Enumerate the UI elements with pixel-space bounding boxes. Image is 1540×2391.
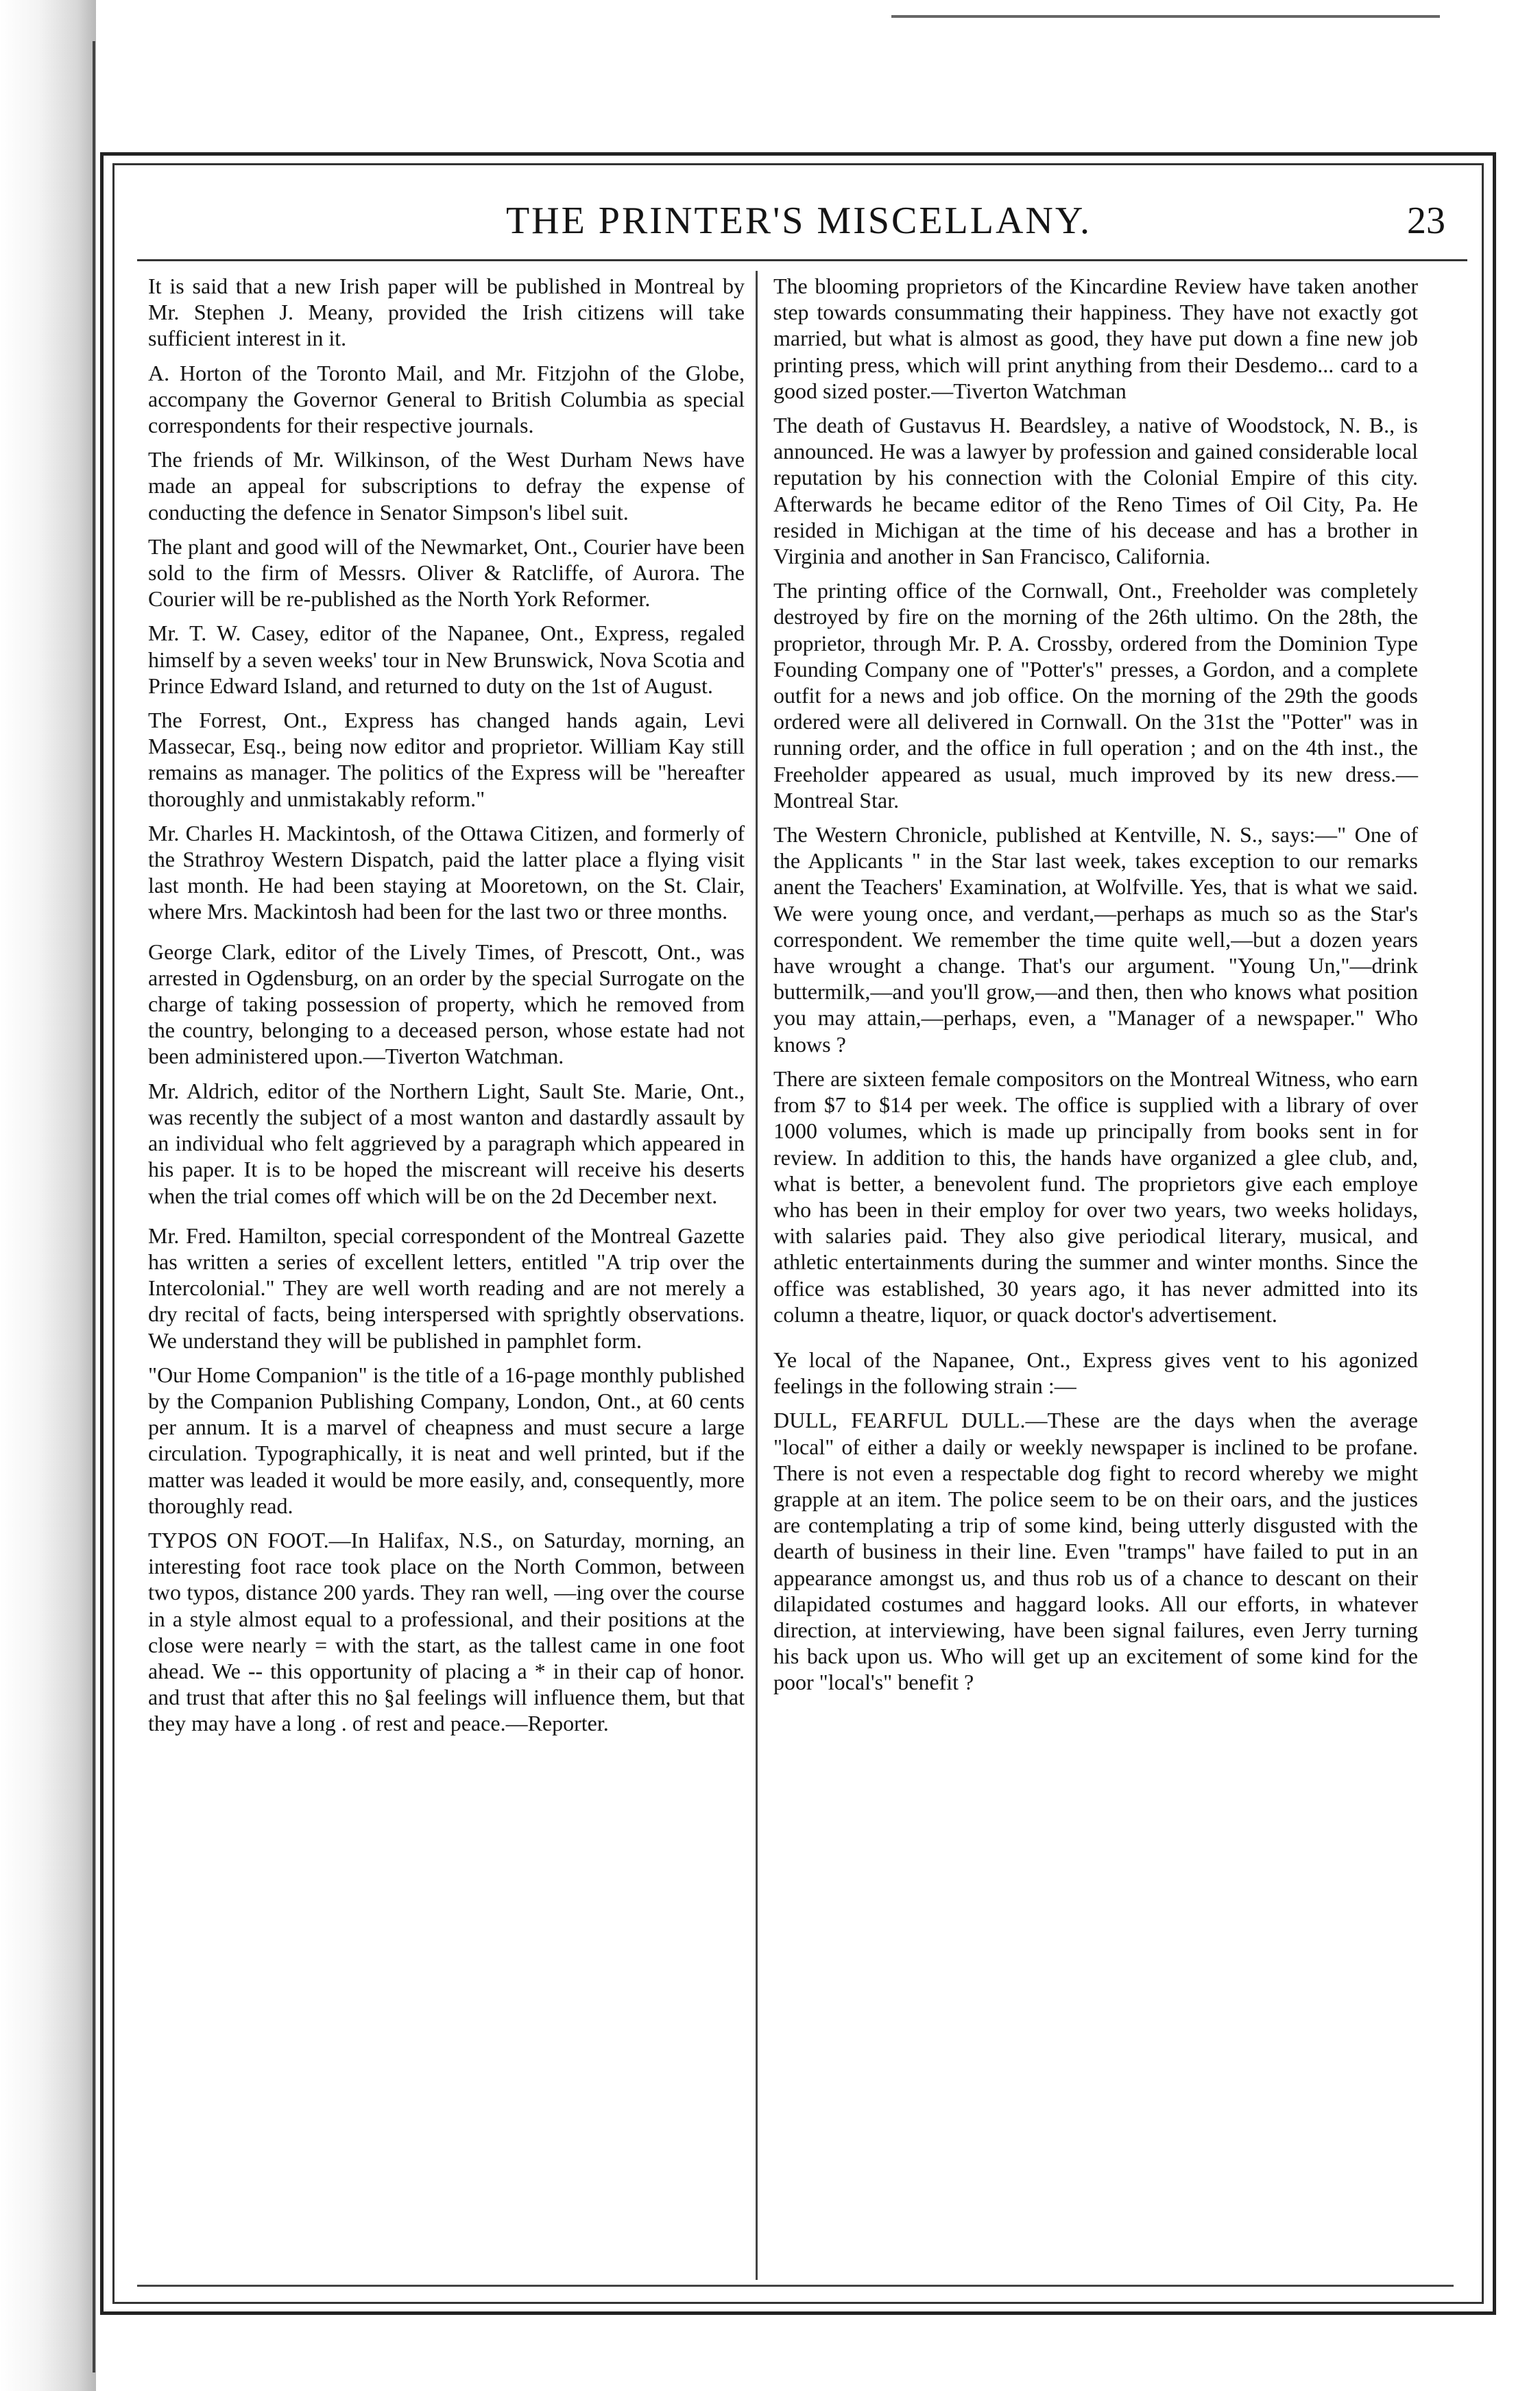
paragraph-forrest-express: The Forrest, Ont., Express has changed hands again, Levi Massecar, Esq., being now editor and proprietor. William Kay still remains as manager. The politics of the Express will be "hereafter thoroughly and unmistakably reform." [148,708,745,811]
paragraph-female-compositors: There are sixteen female compositors on the Montreal Witness, who earn from $7 to $14 per week. The office is supplied with a library of over 1000 volumes, which is made up principally from books sent in for review. In addition to this, the hands have organized a glee club, and, what is better, a benevolent fund. The proprietors give each employe who has been in their employ for over two years, two weeks holidays, with salaries paid. They also give periodical literary, musical, and athletic entertainments during the summer and winter months. Since the office was established, 30 years ago, it has never admitted into its column a theatre, liquor, or quack doctor's advertisement. [773,1066,1418,1327]
right-column [773,273,1418,1704]
paragraph-mackintosh: Mr. Charles H. Mackintosh, of the Ottawa Citizen, and formerly of the Strathroy Western Dispatch, paid the latter place a flying visit last month. He had been staying at Mooretown, on the St. Clair, where Mrs. Mackintosh had been for the last two or three months. [148,820,745,924]
paragraph-casey: Mr. T. W. Casey, editor of the Napanee, Ont., Express, regaled himself by a seven weeks' tour in New Brunswick, Nova Scotia and Prince Edward Island, and returned to duty on the 1st of August. [148,621,745,698]
paragraph-irish-paper: It is said that a new Irish paper will be published in Montreal by Mr. Stephen J. Meany, provided the Irish citizens will take sufficient interest in it. [148,274,745,351]
bottom-rule [137,2285,1454,2287]
paragraph-wilkinson: The friends of Mr. Wilkinson, of the West Durham News have made an appeal for subscriptions to defray the expense of conducting the defence in Senator Simpson's libel suit. [148,447,745,525]
paragraph-napanee-local: Ye local of the Napanee, Ont., Express gives vent to his agonized feelings in the following strain :— [773,1347,1418,1399]
left-column [148,273,745,1745]
paragraph-typos-on-foot: TYPOS ON FOOT.—In Halifax, N.S., on Saturday, morning, an interesting foot race took place on the North Common, between two typos, distance 200 yards. They ran well, —ing over the course in a style almost equal to a professional, and their positions at the close were nearly = with the start, as the tallest came in one foot ahead. We -- this opportunity of placing a * in their cap of honor. and trust that after this no §al feelings will influence them, but that they may have a long . of rest and peace.—Reporter. [148,1527,745,1736]
paragraph-dull-fearful-dull: DULL, FEARFUL DULL.—These are the days when the average "local" of either a daily or weekly newspaper is inclined to be profane. There is not even a respectable dog fight to record whereby we might grapple at an item. The police seem to be on their oars, and the justices are contemplating a trip of some kind, being utterly disgusted with the dearth of business in their line. Even "tramps" have failed to put in an appearance amongst us, and thus rob us of a chance to descant on their dilapidated costumes and haggard looks. All our efforts, in whatever direction, at interviewing, have been signal failures, even Jerry turning his back upon us. Who will get up an excitement of some kind for the poor "local's" benefit ? [773,1408,1418,1695]
header-rule [137,259,1467,261]
paragraph-beardsley: The death of Gustavus H. Beardsley, a native of Woodstock, N. B., is announced. He was a lawyer by profession and gained considerable local reputation by his connection with the Colonial Empire of this city. Afterwards he became editor of the Reno Times of Oil City, Pa. He resided in Michigan at the time of his decease and has a brother in Virginia and another in San Francisco, California. [773,413,1418,569]
spine-edge-line [93,41,95,2372]
book-spine-shadow [0,0,96,2391]
paragraph-horton-fitzjohn: A. Horton of the Toronto Mail, and Mr. Fitzjohn of the Globe, accompany the Governor General to British Columbia as special correspondents for their respective journals. [148,360,745,438]
paragraph-kincardine: The blooming proprietors of the Kincardine Review have taken another step towards consummating their happiness. They have not exactly got married, but what is almost as good, they have put down a fine new job printing press, which will print anything from their Desdemo... card to a good sized poster.—Tiverton Watchman [773,274,1418,403]
page-title: THE PRINTER'S MISCELLANY. [505,200,1092,242]
column-divider [756,271,758,2280]
paragraph-aldrich: Mr. Aldrich, editor of the Northern Light, Sault Ste. Marie, Ont., was recently the subject of a most wanton and dastardly assault by an individual who felt aggrieved by a paragraph which appeared in his paper. It is to be hoped the miscreant will receive his deserts when the trial comes off which will be on the 2d December next. [148,1078,745,1208]
paragraph-newmarket-courier: The plant and good will of the Newmarket, Ont., Courier have been sold to the firm of Messrs. Oliver & Ratcliffe, of Aurora. The Courier will be re-published as the North York Reformer. [148,533,745,612]
paragraph-cornwall-freeholder: The printing office of the Cornwall, Ont., Freeholder was completely destroyed by fire on the morning of the 26th ultimo. On the 28th, the proprietor, through Mr. P. A. Crossby, ordered from the Dominion Type Founding Company one of "Potter's" presses, a Gordon, and a complete outfit for a news and job office. On the morning of the 29th the goods ordered were all delivered in Cornwall. On the 31st the "Potter" was in running order, and the office in full operation ; and on the 4th inst., the Freeholder appeared as usual, much improved by its new dress.—Montreal Star. [773,578,1418,813]
page-number: 23 [1407,200,1445,242]
paragraph-george-clark: George Clark, editor of the Lively Times, of Prescott, Ont., was arrested in Ogdensburg, on an order by the special Surrogate on the charge of taking possession of property, which he removed from the country, belonging to a deceased person, whose estate had not been administered upon.—Tiverton Watchman. [148,939,745,1069]
paragraph-western-chronicle: The Western Chronicle, published at Kentville, N. S., says:—" One of the Applicants " in the Star last week, takes exception to our remarks anent the Teachers' Examination, at Wolfville. Yes, that is what we said. We were young once, and verdant,—perhaps as much so as the Star's correspondent. We remember the time quite well,—but a dozen years have wrought a change. That's our argument. "Young Un,"—drink buttermilk,—and you'll grow,—and then, then who knows what position you may attain,—perhaps, even, a "Manager of a newspaper." Who knows ? [773,822,1418,1057]
page-header [117,187,1481,248]
paragraph-hamilton: Mr. Fred. Hamilton, special correspondent of the Montreal Gazette has written a series of excellent letters, entitled "A trip over the Intercolonial." They are well worth reading and are not merely a dry recital of facts, being interspersed with sprightly observations. We understand they will be published in pamphlet form. [148,1223,745,1353]
top-scan-mark [891,15,1440,18]
paragraph-home-companion: "Our Home Companion" is the title of a 16-page monthly published by the Companion Publishing Company, London, Ont., at 60 cents per annum. It is a marvel of cheapness and must secure a large circulation. Typographically, it is neat and well printed, but if the matter was leaded it would be more easily, and, consequently, more thoroughly read. [148,1362,745,1518]
